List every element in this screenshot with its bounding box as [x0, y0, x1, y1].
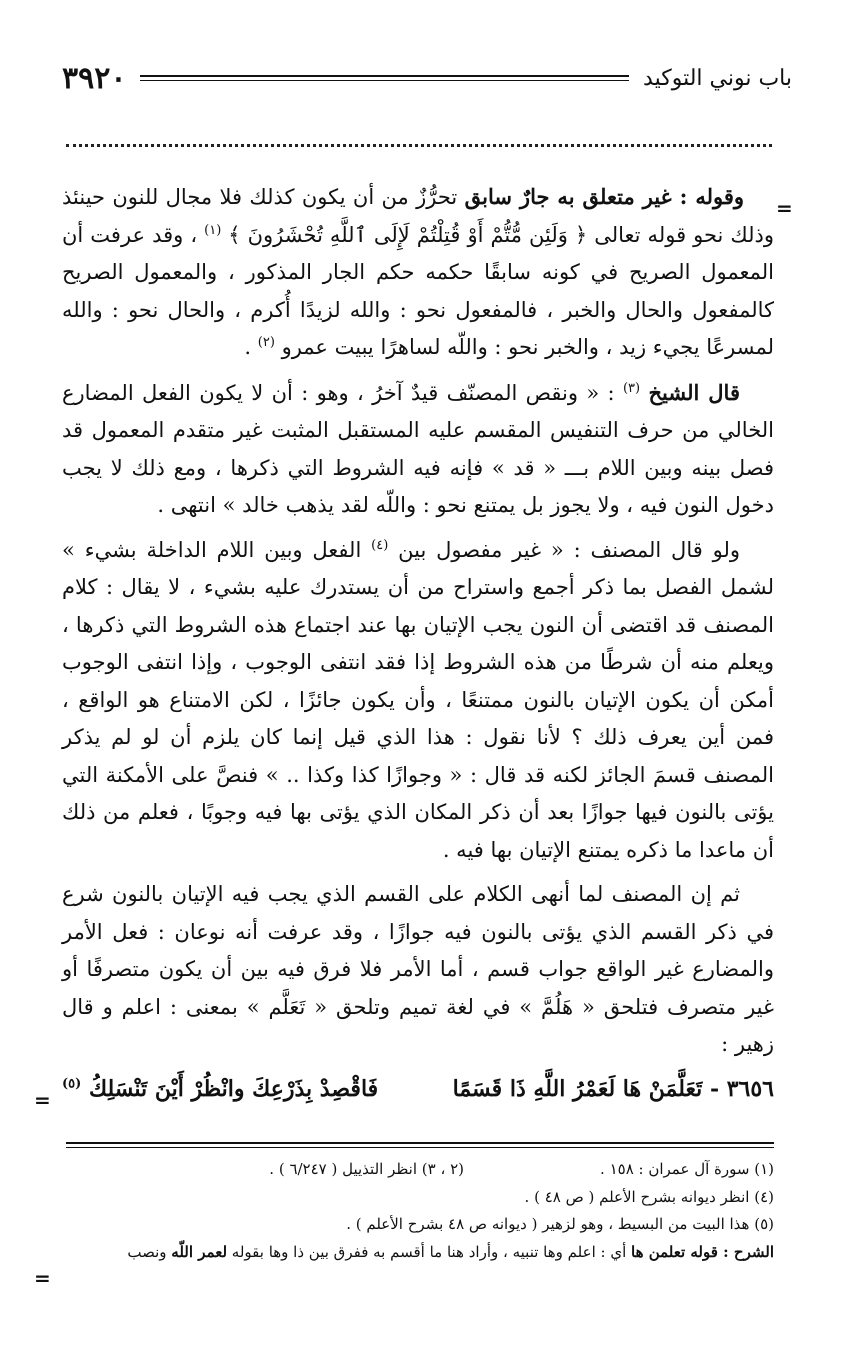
paragraph-3	[62, 532, 774, 870]
verse-line	[62, 1071, 774, 1109]
footnote-ref-2[interactable]: (٢)	[257, 335, 275, 350]
continuation-mark-verse: =	[34, 1088, 51, 1112]
continuation-mark-top: =	[776, 196, 793, 220]
page-number: ٣٩٢٠	[62, 60, 127, 96]
paragraph-1-lead: وقوله : غير متعلق به جارٌ سابق	[464, 184, 744, 209]
verse-number: ٣٦٥٦ -	[709, 1075, 774, 1102]
main-text	[62, 178, 774, 1108]
running-title: باب نوني التوكيد	[643, 65, 792, 91]
dotted-separator	[66, 144, 772, 147]
paragraph-3-text-a: ولو قال المصنف : « غير مفصول بين	[388, 537, 740, 562]
footnote-5: (٥) هذا البيت من البسيط ، وهو لزهير ( ديوانه ص ٤٨ بشرح الأعلم ) .	[346, 1215, 774, 1233]
paragraph-1-text: تحرُّزٌ من أن يكون كذلك فلا مجال للنون حينئذ وذلك نحو قوله تعالى ﴿ وَلَئِن مُّتُّمْ أَوْ قُتِلْتُمْ لَإِلَى ٱللَّهِ تُحْشَرُونَ ﴾	[62, 185, 774, 247]
footnote-1: (١) سورة آل عمران : ١٥٨ .	[600, 1160, 774, 1178]
page-header	[62, 58, 792, 98]
footnote-rule	[66, 1142, 774, 1148]
footnote-row-1	[42, 1156, 774, 1184]
paragraph-1	[62, 178, 774, 367]
sharh-bold-2: لعمر اللّه	[171, 1242, 228, 1261]
header-rule	[140, 75, 629, 81]
continuation-mark-footnote: =	[34, 1266, 51, 1290]
sharh-label: الشرح :	[723, 1242, 774, 1261]
footnote-sharh	[42, 1239, 774, 1267]
sharh-text-2: ونصب	[127, 1242, 172, 1261]
paragraph-2-lead: قال الشيخ	[648, 379, 740, 405]
footnote-4: (٤) انظر ديوانه بشرح الأعلم ( ص ٤٨ ) .	[524, 1187, 774, 1206]
paragraph-1-end: .	[244, 335, 258, 359]
footnote-ref-5[interactable]: (٥)	[62, 1076, 82, 1092]
footnotes	[42, 1156, 774, 1266]
paragraph-1-text-2: ، وقد عرفت أن المعمول الصريح في كونه سابقًا حكمه حكم الجار المذكور ، والمعمول الصريح كالمفعول والحال والخبر ، فالمفعول نحو : والله لزيدًا أُكرم ، والحال نحو : والله لمسرعًا يجيء زيد ، والخبر نحو : واللّه لساهرًا يبيت عمرو	[62, 222, 774, 359]
footnote-ref-4[interactable]: (٤)	[371, 537, 389, 553]
footnote-ref-1[interactable]: (١)	[204, 222, 222, 238]
sharh-text-1: أي : اعلم وها تنبيه ، وأراد هنا ما أقسم به ففرق بين ذا وها بقوله	[227, 1242, 631, 1261]
footnote-ref-3[interactable]: (٣)	[622, 380, 641, 396]
verse-hemistich-1: تَعَلَّمَنْ هَا لَعَمْرُ اللَّهِ ذَا قَسَمًا	[452, 1075, 703, 1102]
verse-first-half	[453, 1071, 774, 1109]
paragraph-4-text: ثم إن المصنف لما أنهى الكلام على القسم الذي يجب فيه الإتيان بالنون شرع في ذكر القسم الذي يؤتى بالنون فيه جوازًا ، وقد عرفت أنه نوعان : فعل الأمر والمضارع غير الواقع جواب قسم ، أما الأمر فلا فرق فيه بين أن يكون متصرفًا أو غير متصرف فتلحق « هَلُمَّ » في لغة تميم وتلحق « تَعَلَّم » بمعنى : اعلم و قال زهير :	[62, 882, 774, 1056]
paragraph-2-text: : « ونقص المصنّف قيدٌ آخرُ ، وهو : أن لا يكون الفعل المضارع الخالي من حرف التنفيس المقسم عليه المستقبل المثبت غير متقدم المعمول قد فصل بينه وبين اللام بـــ « قد » فإنه فيه الشروط التي ذكرها ، ومع ذلك لا يجب دخول النون فيه ، ولا يجوز بل يمتنع نحو : واللّه لقد يذهب خالد » انتهى .	[62, 380, 774, 517]
paragraph-2	[62, 374, 774, 525]
verse-hemistich-2: فَاقْصِدْ بِذَرْعِكَ وانْظُرْ أَيْنَ تَنْسَلِكُ	[88, 1075, 379, 1102]
paragraph-4	[62, 876, 774, 1064]
sharh-bold-1: قوله تعلمن ها	[631, 1242, 724, 1261]
footnote-2-3: (٢ ، ٣) انظر التذييل ( ٦/٢٤٧ ) .	[269, 1160, 464, 1178]
verse-second-half	[62, 1071, 378, 1109]
paragraph-3-text-b: الفعل وبين اللام الداخلة بشيء » لشمل الفصل بما ذكر أجمع واستراح من أن يستدرك عليه بشيء ، لا يقال : كلام المصنف قد اقتضى أن النون يجب الإتيان بها عند اجتماع هذه الشروط التي ذكرها ، ويعلم منه أن شرطًا من هذه الشروط إذا فقد انتفى الوجوب ، وإذا انتفى الوجوب أمكن أن يكون الإتيان بالنون ممتنعًا ، وأن يكون جائزًا ، لكن الامتناع هو الواقع ، فمن أين يعرف ذلك ؟ لأنا نقول : هذا الذي قيل إنما كان يلزم أن لو لم يذكر المصنف قسمَ الجائز لكنه قد قال : « وجوازًا كذا وكذا .. » فنصَّ على الأمكنة التي يؤتى بالنون فيها جوازًا بعد أن ذكر المكان الذي يؤتى بها فيه وجوبًا ، فعلم من ذلك أن ماعدا ما ذكره يمتنع الإتيان بها فيه .	[62, 537, 774, 862]
